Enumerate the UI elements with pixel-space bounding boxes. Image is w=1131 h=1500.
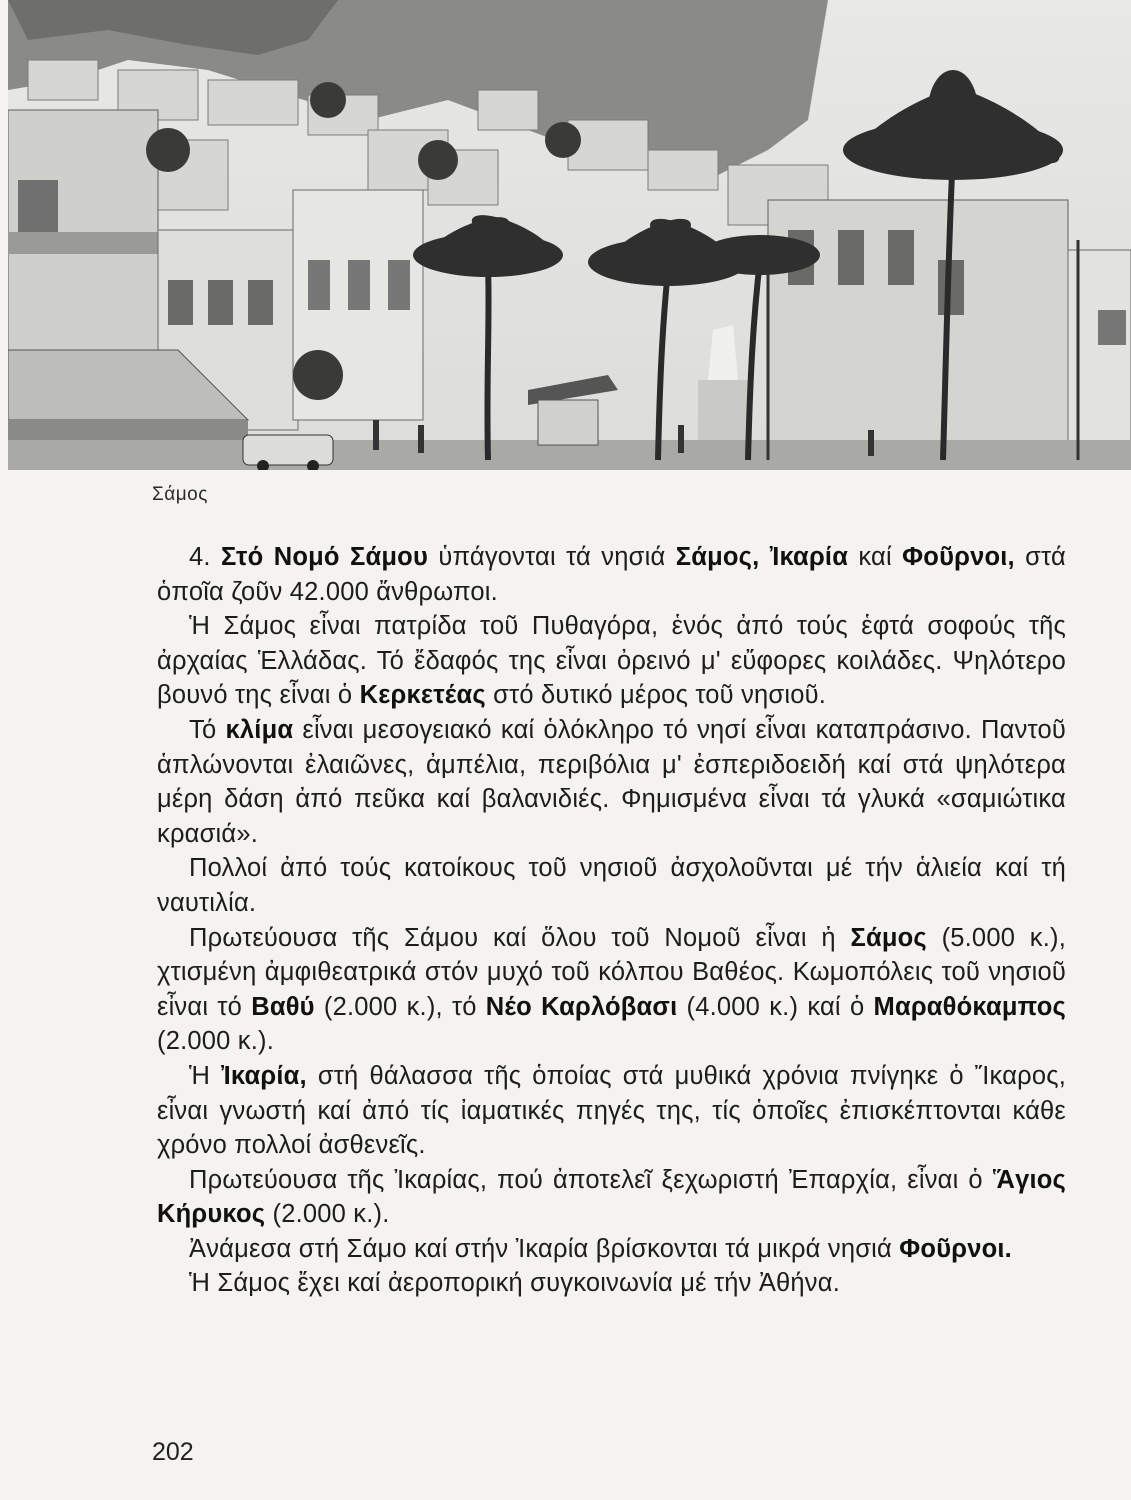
photo-caption: Σάμος (152, 484, 208, 505)
paragraph-6: Ἡ Ἰκαρία, στή θάλασσα τῆς ὁποίας στά μυθικά χρόνια πνίγηκε ὁ Ἴκαρος, εἶναι γνωστή καί ἀπό τίς ἰαματικές πηγές της, τίς ὁποῖες ἐπισκέπτονται κάθε χρόνο πολλοί ἀσθενεῖς. (157, 1061, 1066, 1160)
paragraph-5: Πρωτεύουσα τῆς Σάμου καί ὅλου τοῦ Νομοῦ εἶναι ἡ Σάμος (5.000 κ.), χτισμένη ἀμφιθεατρικά στόν μυχό τοῦ κόλπου Βαθέος. Κωμοπόλεις τοῦ νησιοῦ εἶναι τό Βαθύ (2.000 κ.), τό Νέο Καρλόβασι (4.000 κ.) καί ὁ Μαραθόκαμπος (2.000 κ.). (157, 923, 1066, 1056)
paragraph-8: Ἀνάμεσα στή Σάμο καί στήν Ἰκαρία βρίσκονται τά μικρά νησιά Φοῦρνοι. (189, 1234, 1012, 1263)
samos-harbor-photo (8, 0, 1131, 470)
paragraph-4: Πολλοί ἀπό τούς κατοίκους τοῦ νησιοῦ ἀσχολοῦνται μέ τήν ἁλιεία καί τή ναυτιλία. (157, 854, 1066, 917)
paragraph-3: Τό κλίμα εἶναι μεσογειακό καί ὁλόκληρο τό νησί εἶναι καταπράσινο. Παντοῦ ἁπλώνονται ἐλαιῶνες, ἀμπέλια, περιβόλια μ' ἐσπεριδοειδή καί στά ψηλότερα μέρη δάση ἀπό πεῦκα καί βαλανιδιές. Φημισμένα εἶναι τά γλυκά «σαμιώτικα κρασιά». (157, 715, 1066, 848)
paragraph-1: 4. Στό Νομό Σάμου ὑπάγονται τά νησιά Σάμος, Ἰκαρία καί Φοῦρνοι, στά ὁποῖα ζοῦν 42.000 ἄνθρωποι. (157, 543, 1066, 606)
paragraph-9: Ἡ Σάμος ἔχει καί ἀεροπορική συγκοινωνία μέ τήν Ἀθήνα. (189, 1269, 840, 1298)
paragraph-7: Πρωτεύουσα τῆς Ἰκαρίας, πού ἀποτελεῖ ξεχωριστή Ἐπαρχία, εἶναι ὁ Ἅγιος Κήρυκος (2.000 κ.). (157, 1165, 1066, 1229)
page-number: 202 (152, 1438, 194, 1466)
body-text (157, 540, 1066, 1301)
paragraph-2: Ἡ Σάμος εἶναι πατρίδα τοῦ Πυθαγόρα, ἑνός ἀπό τούς ἑφτά σοφούς τῆς ἀρχαίας Ἑλλάδας. Τό ἔδαφός της εἶναι ὀρεινό μ' εὔφορες κοιλάδες. Ψηλότερο βουνό της εἶναι ὁ Κερκετέας στό δυτικό μέρος τοῦ νησιοῦ. (157, 612, 1066, 710)
